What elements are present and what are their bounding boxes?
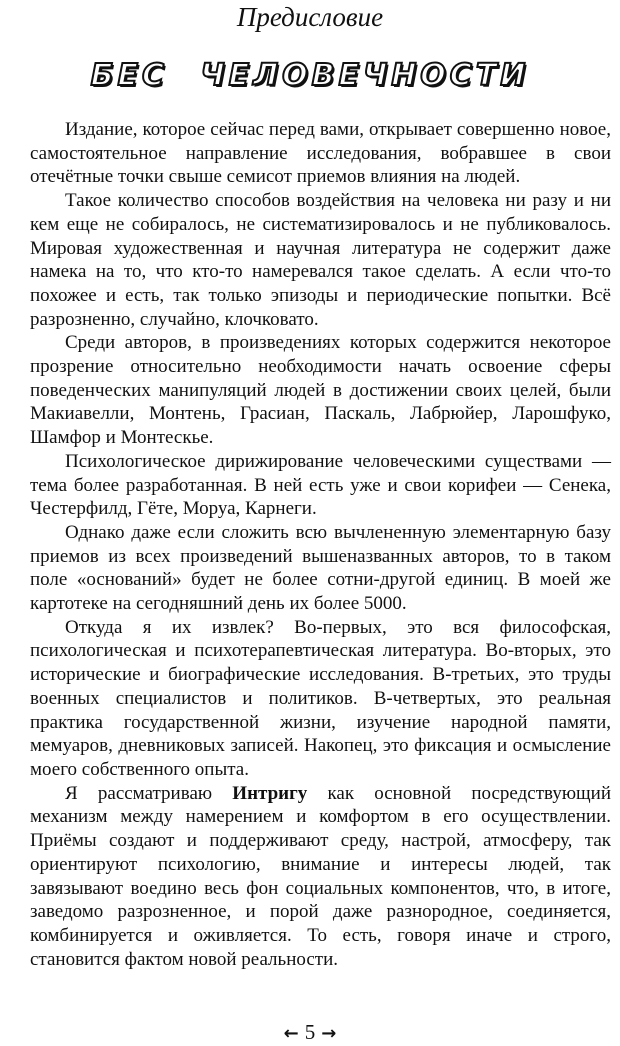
chapter-title: БЕС ЧЕЛОВЕЧНОСТИ [90,58,530,93]
paragraph: Откуда я их извлек? Во-первых, это вся философская, психологическая и психотерапевтическая литература. Во-вторых, это исторические и биографические исследования. В-третьих, это труды военных специалистов и политиков. В-четвертых, это реальная практика государственной жизни, изучение народной памяти, мемуаров, дневниковых записей. Накопец, это фиксация и осмысление моего собственного опыта. [30,616,611,780]
body-text [30,118,611,971]
paragraph-text-after: как основной посредствующий механизм между намерением и комфортом в его осуществлении. Приёмы создают и поддерживают среду, настрой, атмосферу, так ориентируют психологию, внимание и интересы людей, так завязывают воедино весь фон социальных компонентов, что, в итоге, заведомо разрозненное, и порой даже разнородное, соединяется, комбинируется и оживляется. То есть, говоря иначе и строго, становится фактом новой реальности. [30,782,612,970]
paragraph: Издание, которое сейчас перед вами, открывает совершенно новое, самостоятельное направление исследования, вобравшее в свои отечётные точки свыше семисот приемов влияния на людей. [30,119,611,188]
paragraph: Среди авторов, в произведениях которых содержится некоторое прозрение относительно необходимости начать освоение сферы поведенческих манипуляций людей в достижении своих целей, были Макиавелли, Монтень, Грасиан, Паскаль, Лабрюйер, Ларошфуко, Шамфор и Монтескье. [30,332,611,449]
section-header: Предисловие [236,2,384,32]
paragraph [30,782,611,972]
paragraph: Психологическое дирижирование человеческими существами — тема более разработанная. В ней есть уже и свои корифеи — Сенека, Честерфилд, Гёте, Моруа, Карнеги. [30,450,611,520]
paragraph-text-before: Я рассматриваю [65,782,233,804]
right-arrow-icon: → [321,1023,337,1044]
bold-term: Интригу [232,782,308,804]
paragraph: Однако даже если сложить всю вычлененную элементарную базу приемов из всех произведений вышеназванных авторов, то в таком поле «оснований» будет не более сотни-другой единиц. В моей же картотеке на сегодняшний день их более 5000. [30,521,611,615]
page-number-footer [0,1020,620,1046]
page-number: 5 [304,1020,316,1044]
left-arrow-icon: ← [283,1023,299,1044]
paragraph: Такое количество способов воздействия на человека ни разу и ни кем еще не собиралось, не систематизировалось и не публиковалось. Мировая художественная и научная литература не содержит даже намека на то, что кто-то намеревался такое сделать. А если что-то похожее и есть, так только эпизоды и периодические попытки. Всё разрозненно, случайно, клочковато. [30,190,611,330]
